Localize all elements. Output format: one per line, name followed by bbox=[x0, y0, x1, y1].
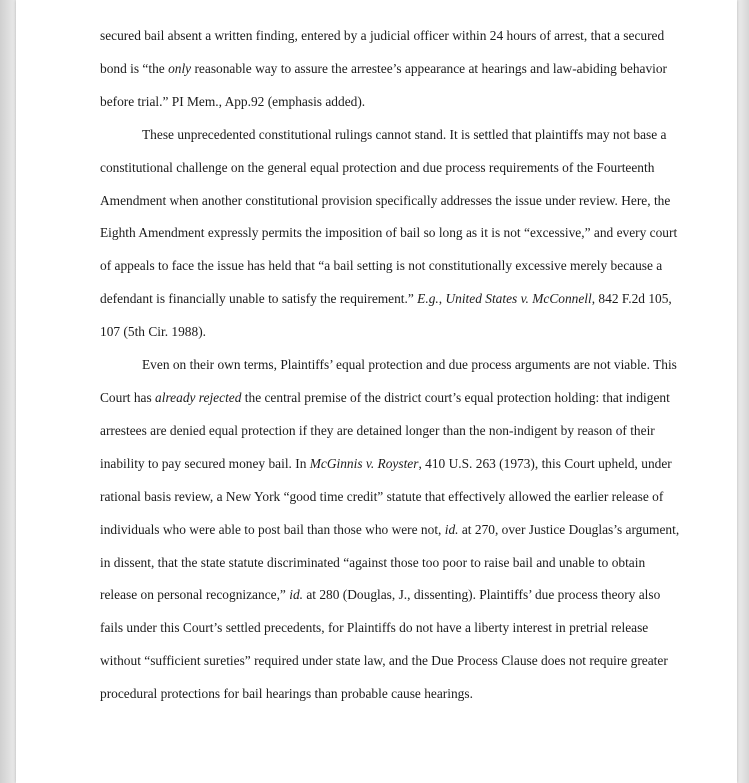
paragraph-1 bbox=[100, 20, 680, 119]
text-segment: the central premise of the district court’s equal protection holding: that indigent arrestees are denied equal protection if they are detained longer than the non-indigent by reason of their inability to pay secured money bail. In bbox=[100, 389, 670, 471]
text-segment: secured bail absent a written finding, entered by a judicial officer within 24 hours of arrest, that a secured bond is “the bbox=[100, 28, 665, 76]
emphasis-only: only bbox=[168, 60, 192, 76]
text-segment: Even on their own terms, Plaintiffs’ equal protection and due process arguments are not viable. This Court has bbox=[100, 357, 677, 405]
viewer-left-edge bbox=[0, 0, 16, 783]
document-page bbox=[16, 0, 737, 783]
paragraph-2 bbox=[100, 119, 680, 349]
citation-signal: E.g. bbox=[417, 291, 439, 307]
citation-id: id. bbox=[444, 521, 459, 537]
text-segment: at 270, over Justice Douglas’s argument, in dissent, that the state statute discriminated “against those too poor to raise bail and unable to obtain release on personal recognizance,” bbox=[100, 521, 680, 603]
viewer-right-edge bbox=[737, 0, 749, 783]
emphasis-already-rejected: already rejected bbox=[155, 389, 242, 405]
case-name: United States v. McConnell bbox=[445, 291, 592, 307]
case-name: McGinnis v. Royster bbox=[309, 455, 419, 471]
text-segment: , bbox=[438, 291, 446, 307]
citation-id: id. bbox=[289, 587, 303, 603]
document-body bbox=[100, 20, 680, 711]
text-segment: at 280 (Douglas, J., dissenting). Plaintiffs’ due process theory also fails under this Court’s settled precedents, for Plaintiffs do not have a liberty interest in pretrial release without “sufficient sureties” required under state law, and the Due Process Clause does not require greater procedural protections for bail hearings than probable cause hearings. bbox=[100, 587, 668, 702]
text-segment: , 410 U.S. 263 (1973), this Court upheld, under rational basis review, a New York “good time credit” statute that effectively allowed the earlier release of individuals who were able to post bail than those who were not, bbox=[100, 455, 672, 537]
text-segment: reasonable way to assure the arrestee’s appearance at hearings and law-abiding behavior before trial.” PI Mem., App.92 (emphasis added). bbox=[100, 60, 668, 109]
paragraph-3 bbox=[100, 349, 680, 711]
text-segment: These unprecedented constitutional rulings cannot stand. It is settled that plaintiffs may not base a constitutional challenge on the general equal protection and due process requirements of the Fourteenth Amendment when another constitutional provision specifically addresses the issue under review. Here, the Eighth Amendment expressly permits the imposition of bail so long as it is not “excessive,” and every court of appeals to face the issue has held that “a bail setting is not constitutionally excessive merely because a defendant is financially unable to satisfy the requirement.” bbox=[100, 126, 678, 307]
text-segment: , 842 F.2d 105, 107 (5th Cir. 1988). bbox=[100, 291, 672, 340]
